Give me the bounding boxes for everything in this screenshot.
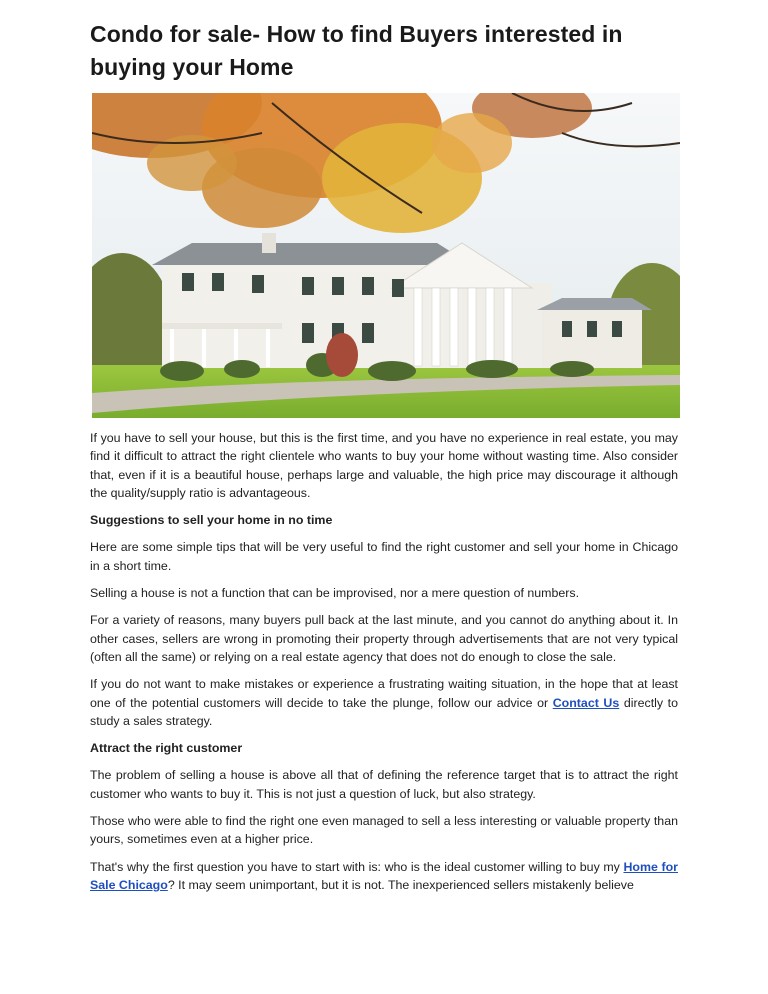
paragraph-text: ? It may seem unimportant, but it is not. The inexperienced sellers mistakenly believe: [167, 877, 634, 892]
paragraph: The problem of selling a house is above all that of defining the reference target that is to attract the right customer who wants to buy it. This is not just a question of luck, but also strategy.: [90, 768, 678, 801]
contact-us-link[interactable]: Contact Us: [552, 695, 620, 710]
section-heading: Suggestions to sell your home in no time: [90, 513, 333, 528]
section-heading: Attract the right customer: [90, 741, 243, 756]
house-photo: [92, 93, 680, 418]
paragraph: [90, 858, 678, 895]
article-body: [90, 429, 678, 903]
paragraph-text: If you do not want to make mistakes or experience a frustrating waiting situation, in the hope that at least one of the potential customers will decide to take the plunge, follow our advice or: [90, 677, 678, 710]
home-for-sale-chicago-link[interactable]: Home for Sale Chicago: [90, 859, 678, 892]
page-title: Condo for sale- How to find Buyers interested in buying your Home: [90, 21, 623, 80]
paragraph: For a variety of reasons, many buyers pull back at the last minute, and you cannot do anything about it. In other cases, sellers are wrong in promoting their property through advertisements that are not very typical (often all the same) or relying on a real estate agency that does not do enough to close the sale.: [90, 613, 678, 664]
paragraph: If you have to sell your house, but this is the first time, and you have no experience in real estate, you may find it difficult to attract the right clientele who wants to buy your home without wasting time. Also consider that, even if it is a beautiful house, perhaps large and valuable, the high price may discourage it although the quality/supply ratio is advantageous.: [90, 431, 678, 500]
paragraph-text: That's why the first question you have to start with is: who is the ideal customer willing to buy my: [90, 859, 624, 874]
paragraph-text: directly to study a sales strategy.: [90, 695, 679, 728]
paragraph: Selling a house is not a function that can be improvised, nor a mere question of numbers.: [90, 586, 580, 601]
paragraph: [90, 675, 678, 730]
paragraph: Those who were able to find the right one even managed to sell a less interesting or valuable property than yours, sometimes even at a higher price.: [90, 814, 678, 847]
paragraph: Here are some simple tips that will be very useful to find the right customer and sell your home in Chicago in a short time.: [90, 540, 678, 573]
